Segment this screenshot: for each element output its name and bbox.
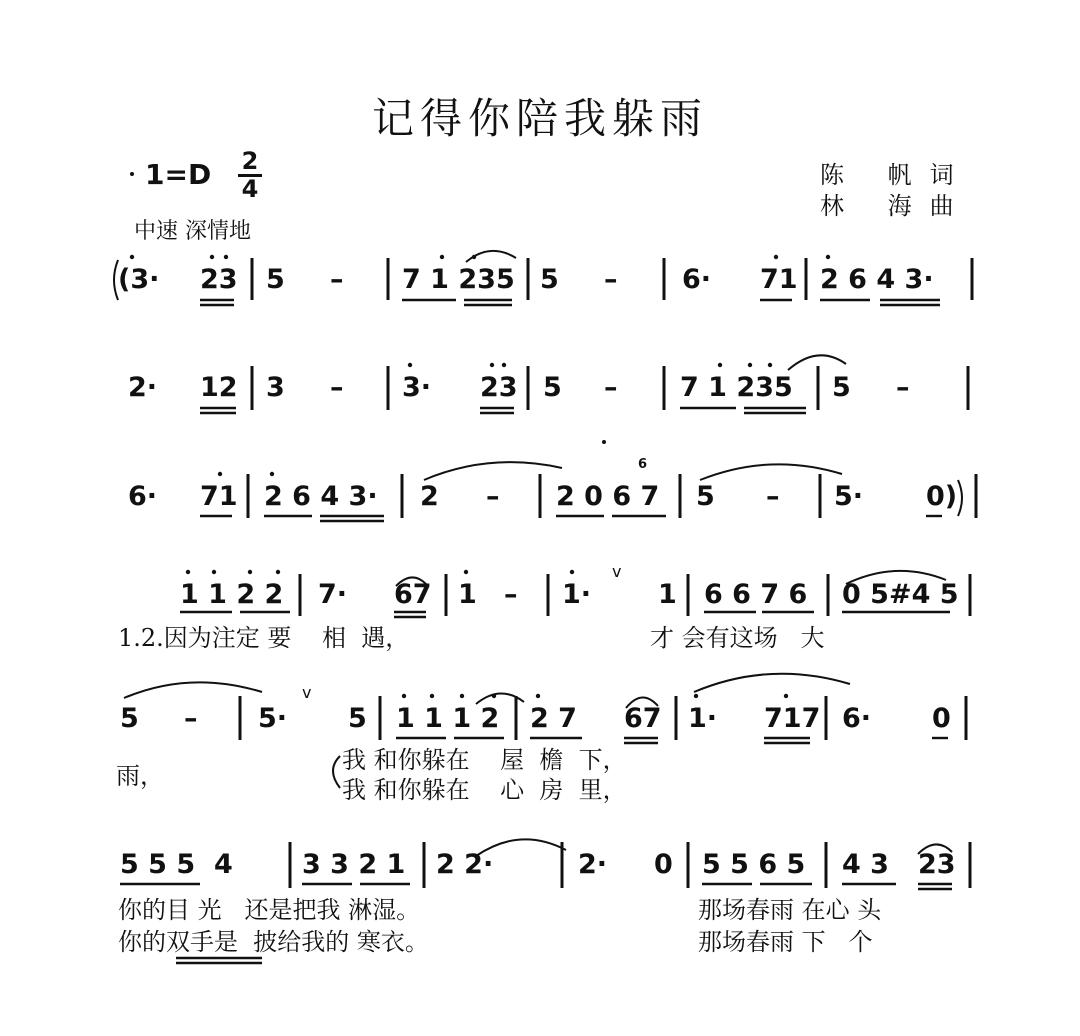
meter-denominator: 4	[241, 175, 259, 203]
row3-note-7: 5	[696, 481, 715, 512]
row1-note-6: 5	[540, 264, 559, 295]
row2-note-2: 12	[200, 372, 238, 403]
row1-note-3: 5	[266, 264, 285, 295]
row6-note-5: 0	[654, 849, 673, 880]
row6-note-6: 5 5 6 5	[702, 849, 806, 880]
row5-note-2: –	[184, 703, 198, 734]
row2-note-6: 23	[480, 372, 518, 403]
row3-note-3: 2 6 4 3·	[264, 481, 378, 512]
row4-breath-mark: v	[612, 562, 622, 581]
row2-note-10: 5	[832, 372, 851, 403]
row2-note-11: –	[896, 372, 910, 403]
row6-lyric-1: 你的目 光 还是把我 淋湿。	[118, 896, 421, 924]
row4-note-7: 1	[658, 579, 677, 610]
row5-note-8: 1·	[688, 703, 718, 734]
row1-note-7: –	[604, 264, 618, 295]
slurs	[114, 251, 962, 856]
row6-note-7: 4 3	[842, 849, 889, 880]
row1-note-5: 7 1 235	[402, 264, 515, 295]
row6-note-1: 5 5 5 4	[120, 849, 233, 880]
meter-numerator: 2	[241, 147, 259, 175]
row4-note-5: –	[504, 579, 518, 610]
verse-brace	[333, 756, 340, 788]
row2-note-5: 3·	[402, 372, 432, 403]
row2-note-9: 7 1 235	[680, 372, 793, 403]
row6-lyric-2: 那场春雨 在心 头	[698, 896, 882, 924]
row3-note-4: 2	[420, 481, 439, 512]
row5-lyric-single: 雨，	[116, 762, 164, 790]
row5-note-7: 67	[624, 703, 662, 734]
slur	[918, 844, 952, 854]
row2-note-1: 2·	[128, 372, 158, 403]
row6-note-8: 23	[918, 849, 956, 880]
row4-note-9: 0 5#4 5	[842, 579, 959, 610]
repeat-paren	[958, 480, 962, 516]
row5-lyric-verse1: 我 和你躲在 屋 檐 下，	[342, 746, 627, 774]
row5-lyric-verse2: 我 和你躲在 心 房 里，	[342, 776, 627, 804]
barlines	[240, 258, 976, 888]
row5-note-6: 2 7	[530, 703, 577, 734]
row4-note-6: 1·	[562, 579, 592, 610]
row6-note-4: 2·	[578, 849, 608, 880]
row4-lyric-1: 1.2.因为注定 要 相 遇，	[118, 624, 410, 652]
row5-note-3: 5·	[258, 703, 288, 734]
row3-note-8: –	[766, 481, 780, 512]
row4-note-1: 1 1 2 2	[180, 579, 284, 610]
row2-note-7: 5	[543, 372, 562, 403]
key-signature: 1=D	[145, 158, 212, 191]
row4-note-8: 6 6 7 6	[704, 579, 808, 610]
row5-note-4: 5	[348, 703, 367, 734]
row4-note-2: 7·	[318, 579, 348, 610]
row1-note-10: 2 6 4 3·	[820, 264, 934, 295]
row3-note-10: 0)	[926, 481, 958, 512]
row1-note-2: 23	[200, 264, 238, 295]
row3-grace-note: 6	[638, 457, 648, 472]
lyricist-credit: 陈 帆词	[820, 161, 972, 189]
row5-note-5: 1 1 1 2	[396, 703, 500, 734]
slur	[846, 571, 946, 584]
tempo-marking: 中速 深情地	[134, 219, 251, 244]
composer-credit: 林 海曲	[820, 192, 972, 220]
row5-note-11: 0	[932, 703, 951, 734]
slur	[396, 577, 426, 586]
slur	[124, 682, 262, 698]
row2-note-8: –	[604, 372, 618, 403]
row3-note-9: 5·	[834, 481, 864, 512]
row5-note-9: 717	[764, 703, 821, 734]
song-title: 记得你陪我躲雨	[371, 94, 708, 143]
slur	[626, 697, 658, 708]
row5-note-1: 5	[120, 703, 139, 734]
row4-note-3: 67	[394, 579, 432, 610]
octave-dots	[130, 255, 830, 698]
row5-breath-mark: v	[302, 683, 312, 702]
row1-note-4: –	[330, 264, 344, 295]
row3-note-2: 71	[200, 481, 238, 512]
row4-note-4: 1	[458, 579, 477, 610]
row1-note-9: 71	[760, 264, 798, 295]
slur	[694, 674, 850, 692]
row6-note-3: 2 2·	[436, 849, 494, 880]
repeat-paren	[114, 260, 118, 300]
row3-note-5: –	[486, 481, 500, 512]
row5-note-10: 6·	[842, 703, 872, 734]
row6-note-2: 3 3 2 1	[302, 849, 406, 880]
row6-lyric-4: 那场春雨 下 个	[698, 928, 873, 956]
row3-note-6: 2 0 6 7	[556, 481, 660, 512]
row1-note-8: 6·	[682, 264, 712, 295]
row2-note-3: 3	[266, 372, 285, 403]
row6-lyric-3: 你的双手是 披给我的 寒衣。	[118, 928, 429, 956]
row1-note-1: (3·	[118, 264, 160, 295]
row4-lyric-2: 才 会有这场 大	[650, 624, 825, 652]
slur	[476, 839, 566, 856]
row2-note-4: –	[330, 372, 344, 403]
row3-note-1: 6·	[128, 481, 158, 512]
